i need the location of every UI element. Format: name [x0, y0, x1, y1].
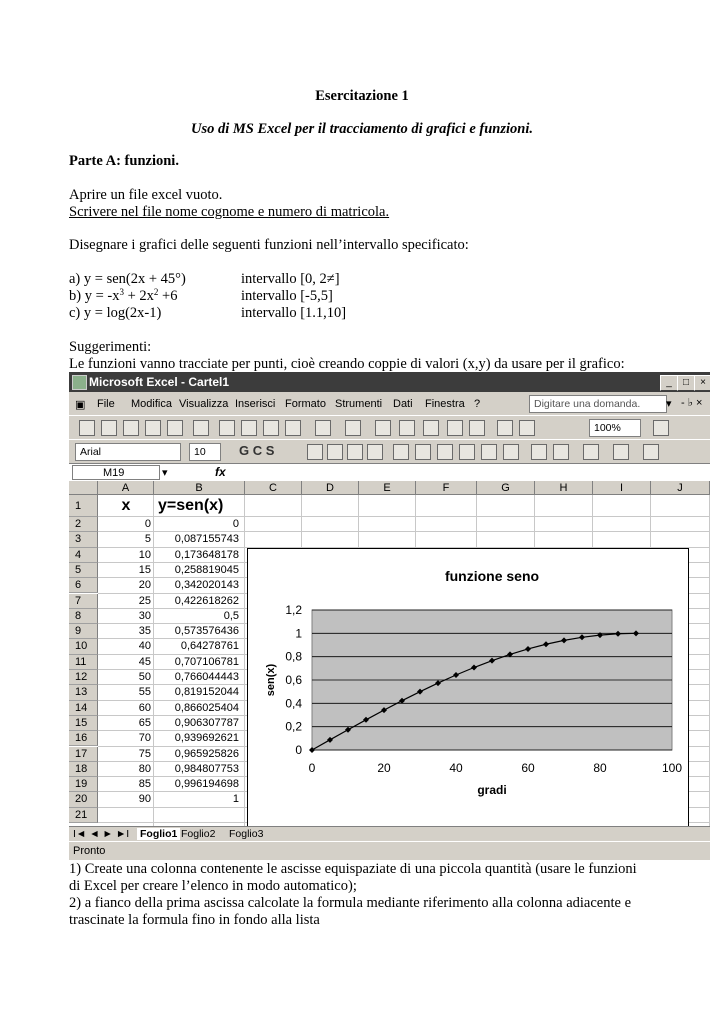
row-header[interactable]: 5 — [69, 563, 98, 578]
cell-x-value[interactable]: 65 — [138, 716, 151, 729]
sheet-tabs-bar — [69, 826, 710, 841]
name-box[interactable]: M19 — [72, 465, 160, 480]
autosum-icon[interactable] — [399, 420, 415, 436]
font-size-select[interactable]: 10 — [189, 443, 221, 461]
decrease-decimal-icon[interactable] — [503, 444, 519, 460]
instruction-draw: Disegnare i grafici delle seguenti funzioni nell’intervallo specificato: — [69, 237, 469, 253]
maximize-icon[interactable]: □ — [677, 375, 695, 391]
cell-x-value[interactable]: 70 — [138, 732, 151, 745]
align-center-icon[interactable] — [327, 444, 343, 460]
formula-bar — [69, 463, 710, 482]
preview-icon[interactable] — [167, 420, 183, 436]
sheet-tab-foglio1[interactable]: Foglio1 — [137, 828, 180, 840]
function-a-interval: intervallo [0, 2≠] — [241, 271, 340, 287]
fx-icon[interactable]: fx — [215, 465, 226, 479]
open-icon[interactable] — [101, 420, 117, 436]
borders-icon[interactable] — [583, 444, 599, 460]
function-c: c) y = log(2x-1) — [69, 305, 162, 321]
column-header-h[interactable]: H — [535, 481, 593, 495]
cell-y-value[interactable]: 0,766044443 — [174, 671, 239, 683]
cell-y-value[interactable]: 0,984807753 — [174, 762, 239, 775]
x-tick-label: 0 — [308, 761, 316, 775]
menu-dati[interactable]: Dati — [393, 398, 413, 410]
column-header-j[interactable]: J — [651, 481, 710, 495]
excel-app-icon — [72, 375, 87, 390]
thousands-icon[interactable] — [459, 444, 475, 460]
menu-visualizza[interactable]: Visualizza — [179, 398, 229, 410]
new-icon[interactable] — [79, 420, 95, 436]
cell-y-value[interactable]: 0,5 — [223, 609, 239, 622]
y-tick-label: 1 — [295, 626, 302, 641]
format-painter-icon[interactable] — [285, 420, 301, 436]
function-b-interval: intervallo [-5,5] — [241, 288, 333, 304]
y-tick-label: 0,6 — [285, 673, 302, 687]
cell-y-value[interactable]: 0,939692621 — [174, 732, 239, 745]
function-icon[interactable] — [423, 420, 439, 436]
print-icon[interactable] — [145, 420, 161, 436]
row-header[interactable]: 2 — [69, 517, 98, 532]
row-header[interactable]: 10 — [69, 639, 98, 654]
row-header[interactable]: 1 — [69, 495, 98, 517]
y-tick-label: 0,2 — [285, 719, 302, 734]
percent-icon[interactable] — [437, 444, 453, 460]
cell-y-value[interactable]: 0 — [232, 518, 239, 530]
font-color-icon[interactable] — [643, 444, 659, 460]
row-header[interactable]: 17 — [69, 747, 98, 762]
sort-desc-icon[interactable] — [469, 420, 485, 436]
exercise-subtitle: Uso di MS Excel per il tracciamento di grafici e funzioni. — [191, 121, 533, 137]
cell-y-value[interactable]: 1 — [232, 793, 239, 806]
cell-x-value[interactable]: 20 — [138, 579, 151, 592]
suggestions-text: Le funzioni vanno tracciate per punti, cioè creando coppie di valori (x,y) da usare per il grafico: — [69, 356, 625, 372]
cell-y-value[interactable]: 0,087155743 — [174, 533, 239, 546]
cell-x-value[interactable]: 90 — [138, 793, 151, 806]
cell-x-value[interactable]: 50 — [138, 671, 151, 683]
menu-modifica[interactable]: Modifica — [131, 398, 172, 410]
help-icon[interactable] — [653, 420, 669, 436]
row-header[interactable]: 11 — [69, 655, 98, 670]
row-header[interactable]: 21 — [69, 808, 98, 823]
paste-icon[interactable] — [263, 420, 279, 436]
function-a: a) y = sen(2x + 45°) — [69, 271, 186, 287]
cell-y-value[interactable]: 0,573576436 — [174, 625, 239, 638]
menu-formato[interactable]: Formato — [285, 398, 326, 410]
x-tick-label: 40 — [449, 761, 463, 775]
instruction-name: Scrivere nel file nome cognome e numero di matricola. — [69, 204, 390, 220]
cell-y-value[interactable]: 0,342020143 — [174, 579, 239, 592]
cell-x-value[interactable]: 80 — [138, 762, 151, 775]
cell-x-value[interactable]: 40 — [138, 640, 151, 653]
y-axis-label: sen(x) — [265, 663, 277, 697]
y-tick-label: 0,4 — [285, 696, 302, 711]
cell-y-value[interactable]: 0,173648178 — [174, 548, 239, 561]
align-right-icon[interactable] — [347, 444, 363, 460]
formatting-toolbar — [69, 439, 710, 464]
column-header-c[interactable]: C — [245, 481, 302, 495]
row-header[interactable]: 19 — [69, 777, 98, 792]
status-bar — [69, 841, 710, 860]
cell-x-value[interactable]: 55 — [138, 686, 151, 699]
column-header-a[interactable]: A — [98, 481, 154, 495]
doc-icon: ▣ — [75, 399, 86, 411]
hyperlink-icon[interactable] — [375, 420, 391, 436]
align-left-icon[interactable] — [307, 444, 323, 460]
restore-icon[interactable]: - ♭ × — [681, 397, 703, 409]
step-1-line-2: di Excel per creare l’elenco in modo automatico); — [69, 878, 357, 894]
menu-inserisci[interactable]: Inserisci — [235, 398, 276, 410]
standard-toolbar — [69, 415, 710, 440]
undo-icon[interactable] — [315, 420, 331, 436]
excel-window — [69, 372, 710, 860]
x-tick-label: 20 — [377, 761, 391, 775]
cell-x-value[interactable]: 35 — [138, 625, 151, 638]
save-icon[interactable] — [123, 420, 139, 436]
cell-x-value[interactable]: 75 — [138, 747, 151, 760]
row-header[interactable]: 13 — [69, 685, 98, 700]
increase-indent-icon[interactable] — [553, 444, 569, 460]
copy-icon[interactable] — [241, 420, 257, 436]
part-a-heading: Parte A: funzioni. — [69, 153, 179, 169]
row-header[interactable]: 20 — [69, 792, 98, 807]
instruction-open: Aprire un file excel vuoto. — [69, 187, 223, 203]
select-all-corner[interactable] — [69, 481, 98, 495]
cell-y-value[interactable]: 0,707106781 — [174, 655, 239, 668]
row-header[interactable]: 12 — [69, 670, 98, 685]
row-header[interactable]: 14 — [69, 701, 98, 716]
menu-strumenti[interactable]: Strumenti — [335, 398, 383, 410]
cell-x-value[interactable]: 45 — [138, 655, 151, 668]
row-header[interactable]: 4 — [69, 548, 98, 563]
cell-y-value[interactable]: 0,866025404 — [174, 701, 239, 714]
drawing-icon[interactable] — [519, 420, 535, 436]
row-header[interactable]: 9 — [69, 624, 98, 639]
status-text: Pronto — [73, 845, 106, 857]
minimize-icon[interactable]: _ — [660, 375, 678, 391]
tab-navigation[interactable]: I◄ ◄ ► ►I — [73, 828, 130, 840]
column-header-b[interactable]: B — [154, 481, 245, 495]
cell-y-value[interactable]: 0,906307787 — [174, 716, 239, 729]
font-select[interactable]: Arial — [75, 443, 181, 461]
cell-x-value[interactable]: 15 — [138, 563, 151, 576]
cell-y-value[interactable]: 0,996194698 — [174, 778, 239, 791]
currency-icon[interactable] — [393, 444, 409, 460]
row-header[interactable]: 16 — [69, 731, 98, 746]
row-header[interactable]: 15 — [69, 716, 98, 731]
cell-x-value[interactable]: 10 — [138, 548, 151, 561]
x-tick-label: 60 — [521, 761, 535, 775]
cell-x-value[interactable]: 30 — [138, 609, 151, 622]
y-tick-label: 0 — [295, 743, 302, 757]
sheet-tab-foglio3[interactable]: Foglio3 — [229, 828, 264, 840]
cell-y-value[interactable]: 0,258819045 — [174, 563, 239, 576]
chart-object[interactable] — [247, 548, 689, 830]
cut-icon[interactable] — [219, 420, 235, 436]
exercise-title: Esercitazione 1 — [315, 88, 409, 104]
column-header-g[interactable]: G — [477, 481, 535, 495]
cell-x-value[interactable]: 85 — [138, 778, 151, 791]
cell-y-value[interactable]: 0,965925826 — [174, 747, 239, 760]
name-box-dropdown-icon[interactable]: ▾ — [162, 467, 168, 479]
row-header[interactable]: 3 — [69, 532, 98, 547]
row-header[interactable]: 7 — [69, 594, 98, 609]
column-header-e[interactable]: E — [359, 481, 416, 495]
column-header-f[interactable]: F — [416, 481, 477, 495]
column-header-d[interactable]: D — [302, 481, 359, 495]
step-2-line-1: 2) a fianco della prima ascissa calcolate la formula mediante riferimento alla colonna adiacente e — [69, 895, 632, 911]
x-tick-label: 80 — [593, 761, 607, 775]
redo-icon[interactable] — [345, 420, 361, 436]
merge-center-icon[interactable] — [367, 444, 383, 460]
spelling-icon[interactable] — [193, 420, 209, 436]
cell-x-value[interactable]: 25 — [138, 594, 151, 607]
function-b: b) $y = -x^3 + 2x^2 +6$ — [69, 287, 178, 304]
y-tick-label: 1,2 — [285, 603, 302, 617]
bold-italic-underline-buttons[interactable]: G C S — [239, 443, 275, 458]
ask-question-input[interactable]: Digitare una domanda. — [529, 395, 667, 413]
column-header-i[interactable]: I — [593, 481, 651, 495]
x-axis-label: gradi — [477, 783, 507, 797]
x-tick-label: 100 — [661, 761, 683, 775]
excel-title-bar — [69, 372, 710, 392]
cell-a1[interactable]: x — [121, 497, 131, 514]
euro-icon[interactable] — [415, 444, 431, 460]
y-tick-label: 0,8 — [285, 649, 302, 664]
cell-b1[interactable]: y=sen(x) — [158, 497, 224, 514]
close-icon[interactable]: × — [694, 375, 710, 391]
menu-file[interactable]: File — [97, 398, 115, 410]
chart-title: funzione seno — [444, 568, 540, 584]
window-title: Microsoft Excel - Cartel1 — [89, 375, 230, 389]
zoom-select[interactable]: 100% — [589, 419, 641, 437]
suggestions-heading: Suggerimenti: — [69, 339, 152, 355]
menu-finestra[interactable]: Finestra — [425, 398, 465, 410]
sine-chart — [248, 549, 688, 829]
function-c-interval: intervallo [1.1,10] — [241, 305, 347, 321]
cell-x-value[interactable]: 5 — [144, 533, 151, 546]
cell-x-value[interactable]: 60 — [138, 701, 151, 714]
sort-asc-icon[interactable] — [447, 420, 463, 436]
step-2-line-2: trascinate la formula fino in fondo alla lista — [69, 912, 320, 928]
row-header[interactable]: 6 — [69, 578, 98, 593]
chart-wizard-icon[interactable] — [497, 420, 513, 436]
row-header[interactable]: 18 — [69, 762, 98, 777]
decrease-indent-icon[interactable] — [531, 444, 547, 460]
fill-color-icon[interactable] — [613, 444, 629, 460]
sheet-tab-foglio2[interactable]: Foglio2 — [181, 828, 216, 840]
row-header[interactable]: 8 — [69, 609, 98, 624]
cell-y-value[interactable]: 0,819152044 — [174, 686, 239, 699]
cell-x-value[interactable]: 0 — [144, 518, 151, 530]
cell-y-value[interactable]: 0,64278761 — [180, 640, 239, 653]
step-1-line-1: 1) Create una colonna contenente le ascisse equispaziate di una piccola quantità (usare le funzioni — [69, 861, 637, 877]
cell-y-value[interactable]: 0,422618262 — [174, 594, 239, 607]
increase-decimal-icon[interactable] — [481, 444, 497, 460]
menu-help[interactable]: ? — [474, 398, 481, 410]
ask-dropdown-icon[interactable]: ▾ — [666, 398, 672, 410]
